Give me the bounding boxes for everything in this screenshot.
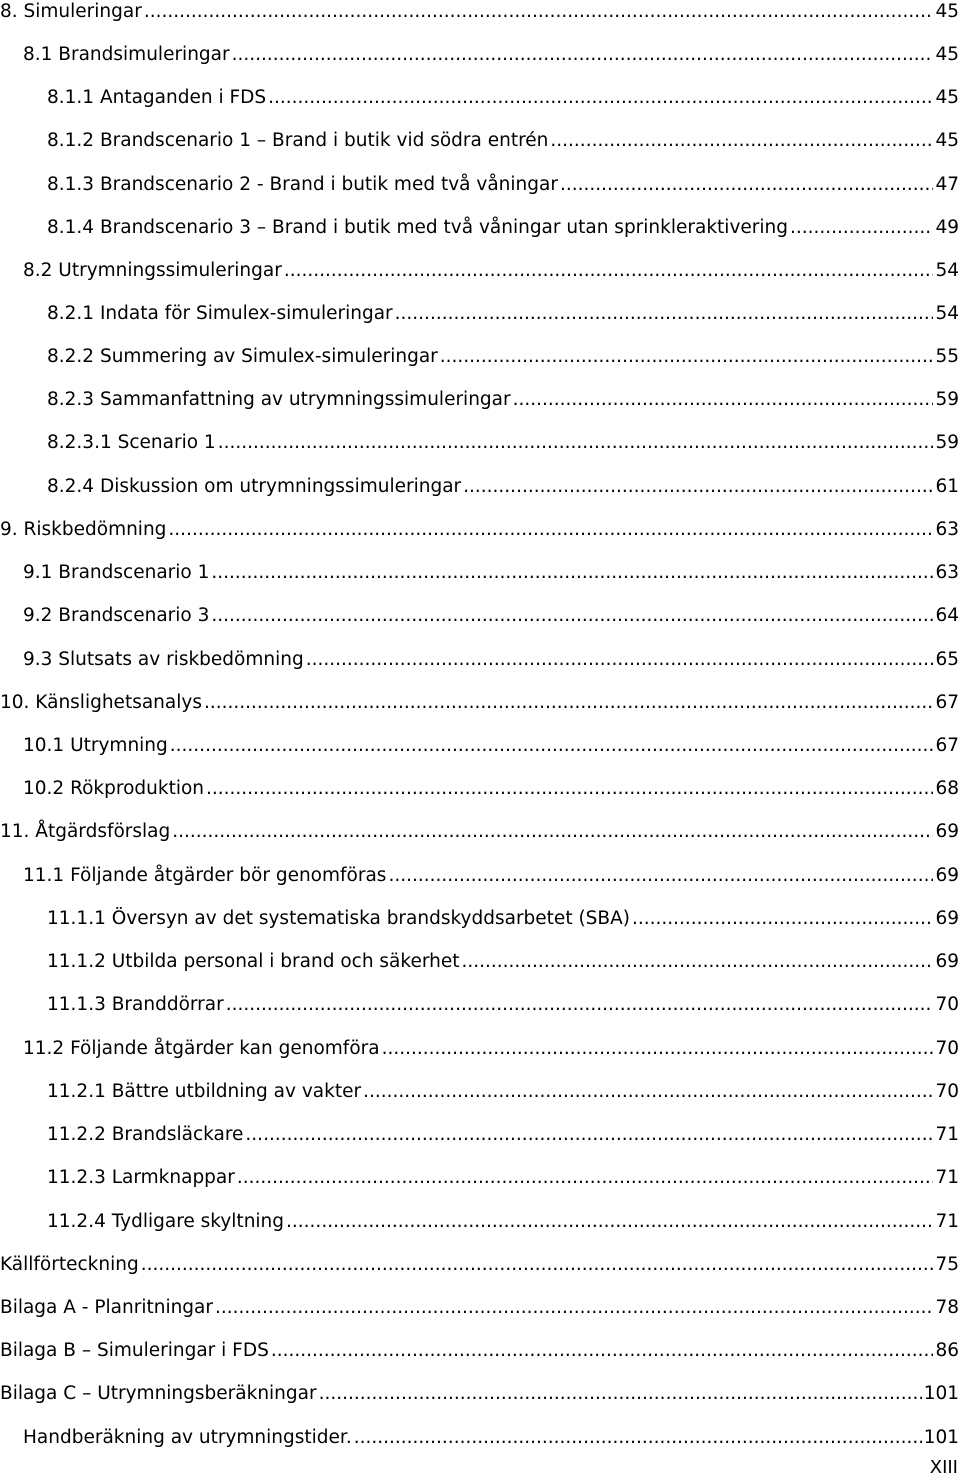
toc-entry[interactable] (0, 0, 960, 27)
toc-leader-dots (141, 1250, 934, 1280)
toc-entry[interactable] (0, 515, 960, 545)
toc-entry-page: 70 (935, 1081, 959, 1102)
toc-entry-title: 9. Riskbedömning (0, 519, 167, 540)
toc-entry-page: 86 (935, 1340, 959, 1361)
toc-entry-page: 70 (935, 994, 959, 1015)
toc-entry-page: 69 (935, 951, 959, 972)
toc-entry-page: 68 (935, 778, 959, 799)
toc-entry-title: Källförteckning (0, 1254, 139, 1275)
toc-entry[interactable] (47, 947, 960, 977)
toc-leader-dots (204, 688, 933, 718)
toc-entry-title: 11.2.2 Brandsläckare (47, 1124, 244, 1145)
toc-leader-dots (271, 1336, 934, 1366)
toc-entry[interactable] (47, 1207, 960, 1237)
toc-entry[interactable] (23, 774, 960, 804)
toc-entry-page: 59 (935, 389, 959, 410)
toc-entry-title: 9.1 Brandscenario 1 (23, 562, 210, 583)
toc-entry-page: 67 (935, 735, 959, 756)
toc-entry[interactable] (47, 1077, 960, 1107)
toc-entry-page: 49 (935, 217, 959, 238)
toc-leader-dots (215, 1293, 933, 1323)
toc-leader-dots (790, 213, 933, 243)
toc-entry-page: 55 (935, 346, 959, 367)
toc-entry-page: 101 (923, 1427, 959, 1448)
toc-entry[interactable] (47, 170, 960, 200)
toc-leader-dots (388, 861, 933, 891)
toc-entry-title: 8.2 Utrymningssimuleringar (23, 260, 282, 281)
toc-entry-title: 10.1 Utrymning (23, 735, 168, 756)
toc-entry[interactable] (23, 256, 960, 286)
toc-leader-dots (513, 385, 934, 415)
toc-entry-page: 70 (935, 1038, 959, 1059)
toc-leader-dots (172, 817, 933, 847)
toc-entry-page: 75 (935, 1254, 959, 1275)
toc-entry-title: 9.3 Slutsats av riskbedömning (23, 649, 304, 670)
toc-entry-page: 78 (935, 1297, 959, 1318)
toc-entry-page: 63 (935, 519, 959, 540)
toc-entry-title: 8.1.1 Antaganden i FDS (47, 87, 267, 108)
toc-entry[interactable] (23, 1034, 960, 1064)
toc-entry-title: 8. Simuleringar (0, 1, 142, 22)
toc-entry-page: 45 (935, 130, 959, 151)
toc-entry[interactable] (0, 1336, 960, 1366)
toc-entry-title: 8.1.4 Brandscenario 3 – Brand i butik med två våningar utan sprinkleraktivering (47, 217, 788, 238)
toc-entry[interactable] (47, 990, 960, 1020)
toc-entry-title: 11.2.3 Larmknappar (47, 1167, 235, 1188)
toc-entry[interactable] (23, 601, 960, 631)
toc-leader-dots (232, 40, 934, 70)
toc-entry-page: 67 (935, 692, 959, 713)
toc-entry-title: 8.2.1 Indata för Simulex-simuleringar (47, 303, 393, 324)
toc-entry-title: 11.1.1 Översyn av det systematiska brandskyddsarbetet (SBA) (47, 908, 630, 929)
toc-entry-title: 8.2.3 Sammanfattning av utrymningssimuleringar (47, 389, 511, 410)
toc-entry[interactable] (23, 1423, 960, 1453)
toc-leader-dots (354, 1423, 922, 1453)
toc-leader-dots (560, 170, 934, 200)
toc-entry-page: 64 (935, 605, 959, 626)
toc-leader-dots (245, 1120, 933, 1150)
toc-entry[interactable] (47, 428, 960, 458)
toc-entry-title: 10.2 Rökproduktion (23, 778, 205, 799)
toc-leader-dots (395, 299, 934, 329)
toc-leader-dots (550, 126, 933, 156)
toc-leader-dots (461, 947, 933, 977)
toc-entry-title: 11.1 Följande åtgärder bör genomföras (23, 865, 387, 886)
toc-entry[interactable] (0, 1379, 960, 1409)
toc-leader-dots (440, 342, 934, 372)
toc-entry[interactable] (23, 645, 960, 675)
toc-leader-dots (237, 1163, 934, 1193)
toc-leader-dots (382, 1034, 934, 1064)
toc-entry-page: 71 (935, 1167, 959, 1188)
toc-entry[interactable] (47, 83, 960, 113)
page-number: XIII (929, 1457, 958, 1478)
toc-entry-title: 9.2 Brandscenario 3 (23, 605, 210, 626)
toc-entry[interactable] (47, 1120, 960, 1150)
toc-entry-page: 45 (935, 87, 959, 108)
toc-entry-title: 8.2.3.1 Scenario 1 (47, 432, 216, 453)
toc-entry[interactable] (47, 126, 960, 156)
toc-entry[interactable] (0, 1293, 960, 1323)
toc-entry-title: 8.2.4 Diskussion om utrymningssimuleringar (47, 476, 462, 497)
toc-entry[interactable] (23, 861, 960, 891)
toc-entry[interactable] (47, 904, 960, 934)
toc-entry-page: 63 (935, 562, 959, 583)
toc-entry-title: 10. Känslighetsanalys (0, 692, 202, 713)
toc-entry-page: 45 (935, 1, 959, 22)
toc-leader-dots (144, 0, 934, 27)
toc-leader-dots (463, 472, 933, 502)
toc-entry-title: 8.1 Brandsimuleringar (23, 44, 230, 65)
toc-leader-dots (170, 731, 934, 761)
toc-leader-dots (206, 774, 933, 804)
toc-entry-page: 69 (935, 821, 959, 842)
toc-entry-title: 11.1.2 Utbilda personal i brand och säkerhet (47, 951, 460, 972)
toc-entry-title: 8.2.2 Summering av Simulex-simuleringar (47, 346, 438, 367)
toc-entry-page: 71 (935, 1211, 959, 1232)
toc-entry-title: Bilaga C – Utrymningsberäkningar (0, 1383, 317, 1404)
toc-entry[interactable] (0, 1250, 960, 1280)
toc-leader-dots (168, 515, 933, 545)
toc-entry-page: 59 (935, 432, 959, 453)
toc-entry-title: 11.2.4 Tydligare skyltning (47, 1211, 285, 1232)
toc-entry-title: 11. Åtgärdsförslag (0, 821, 171, 842)
toc-entry-title: 8.1.2 Brandscenario 1 – Brand i butik vid södra entrén (47, 130, 549, 151)
toc-entry-page: 101 (923, 1383, 959, 1404)
toc-entry-title: 11.1.3 Branddörrar (47, 994, 224, 1015)
toc-leader-dots (286, 1207, 933, 1237)
toc-leader-dots (211, 601, 933, 631)
toc-entry[interactable] (47, 385, 960, 415)
toc-entry-page: 45 (935, 44, 959, 65)
toc-entry-title: 11.2 Följande åtgärder kan genomföra (23, 1038, 380, 1059)
toc-entry-title: Handberäkning av utrymningstider. (23, 1427, 352, 1448)
toc-leader-dots (211, 558, 933, 588)
toc-leader-dots (226, 990, 934, 1020)
toc-entry-title: 8.1.3 Brandscenario 2 - Brand i butik med två våningar (47, 174, 558, 195)
toc-entry[interactable] (23, 731, 960, 761)
toc-entry-page: 69 (935, 908, 959, 929)
toc-entry-page: 65 (935, 649, 959, 670)
toc-leader-dots (632, 904, 933, 934)
toc-entry-page: 47 (935, 174, 959, 195)
toc-entry[interactable] (23, 40, 960, 70)
toc-leader-dots (284, 256, 934, 286)
toc-entry-title: Bilaga A - Planritningar (0, 1297, 213, 1318)
toc-entry-page: 61 (935, 476, 959, 497)
toc-entry-page: 71 (935, 1124, 959, 1145)
toc-leader-dots (363, 1077, 933, 1107)
toc-entry[interactable] (47, 472, 960, 502)
toc-leader-dots (268, 83, 933, 113)
toc-entry-title: Bilaga B – Simuleringar i FDS (0, 1340, 269, 1361)
toc-entry[interactable] (0, 817, 960, 847)
toc-entry[interactable] (23, 558, 960, 588)
toc-entry-page: 54 (935, 303, 959, 324)
toc-entry[interactable] (47, 299, 960, 329)
toc-leader-dots (306, 645, 934, 675)
toc-entry[interactable] (0, 688, 960, 718)
toc-entry[interactable] (47, 1163, 960, 1193)
toc-entry[interactable] (47, 342, 960, 372)
toc-entry-page: 54 (935, 260, 959, 281)
toc-leader-dots (319, 1379, 922, 1409)
toc-entry[interactable] (47, 213, 960, 243)
toc-leader-dots (218, 428, 934, 458)
toc-entry-page: 69 (935, 865, 959, 886)
toc-entry-title: 11.2.1 Bättre utbildning av vakter (47, 1081, 362, 1102)
